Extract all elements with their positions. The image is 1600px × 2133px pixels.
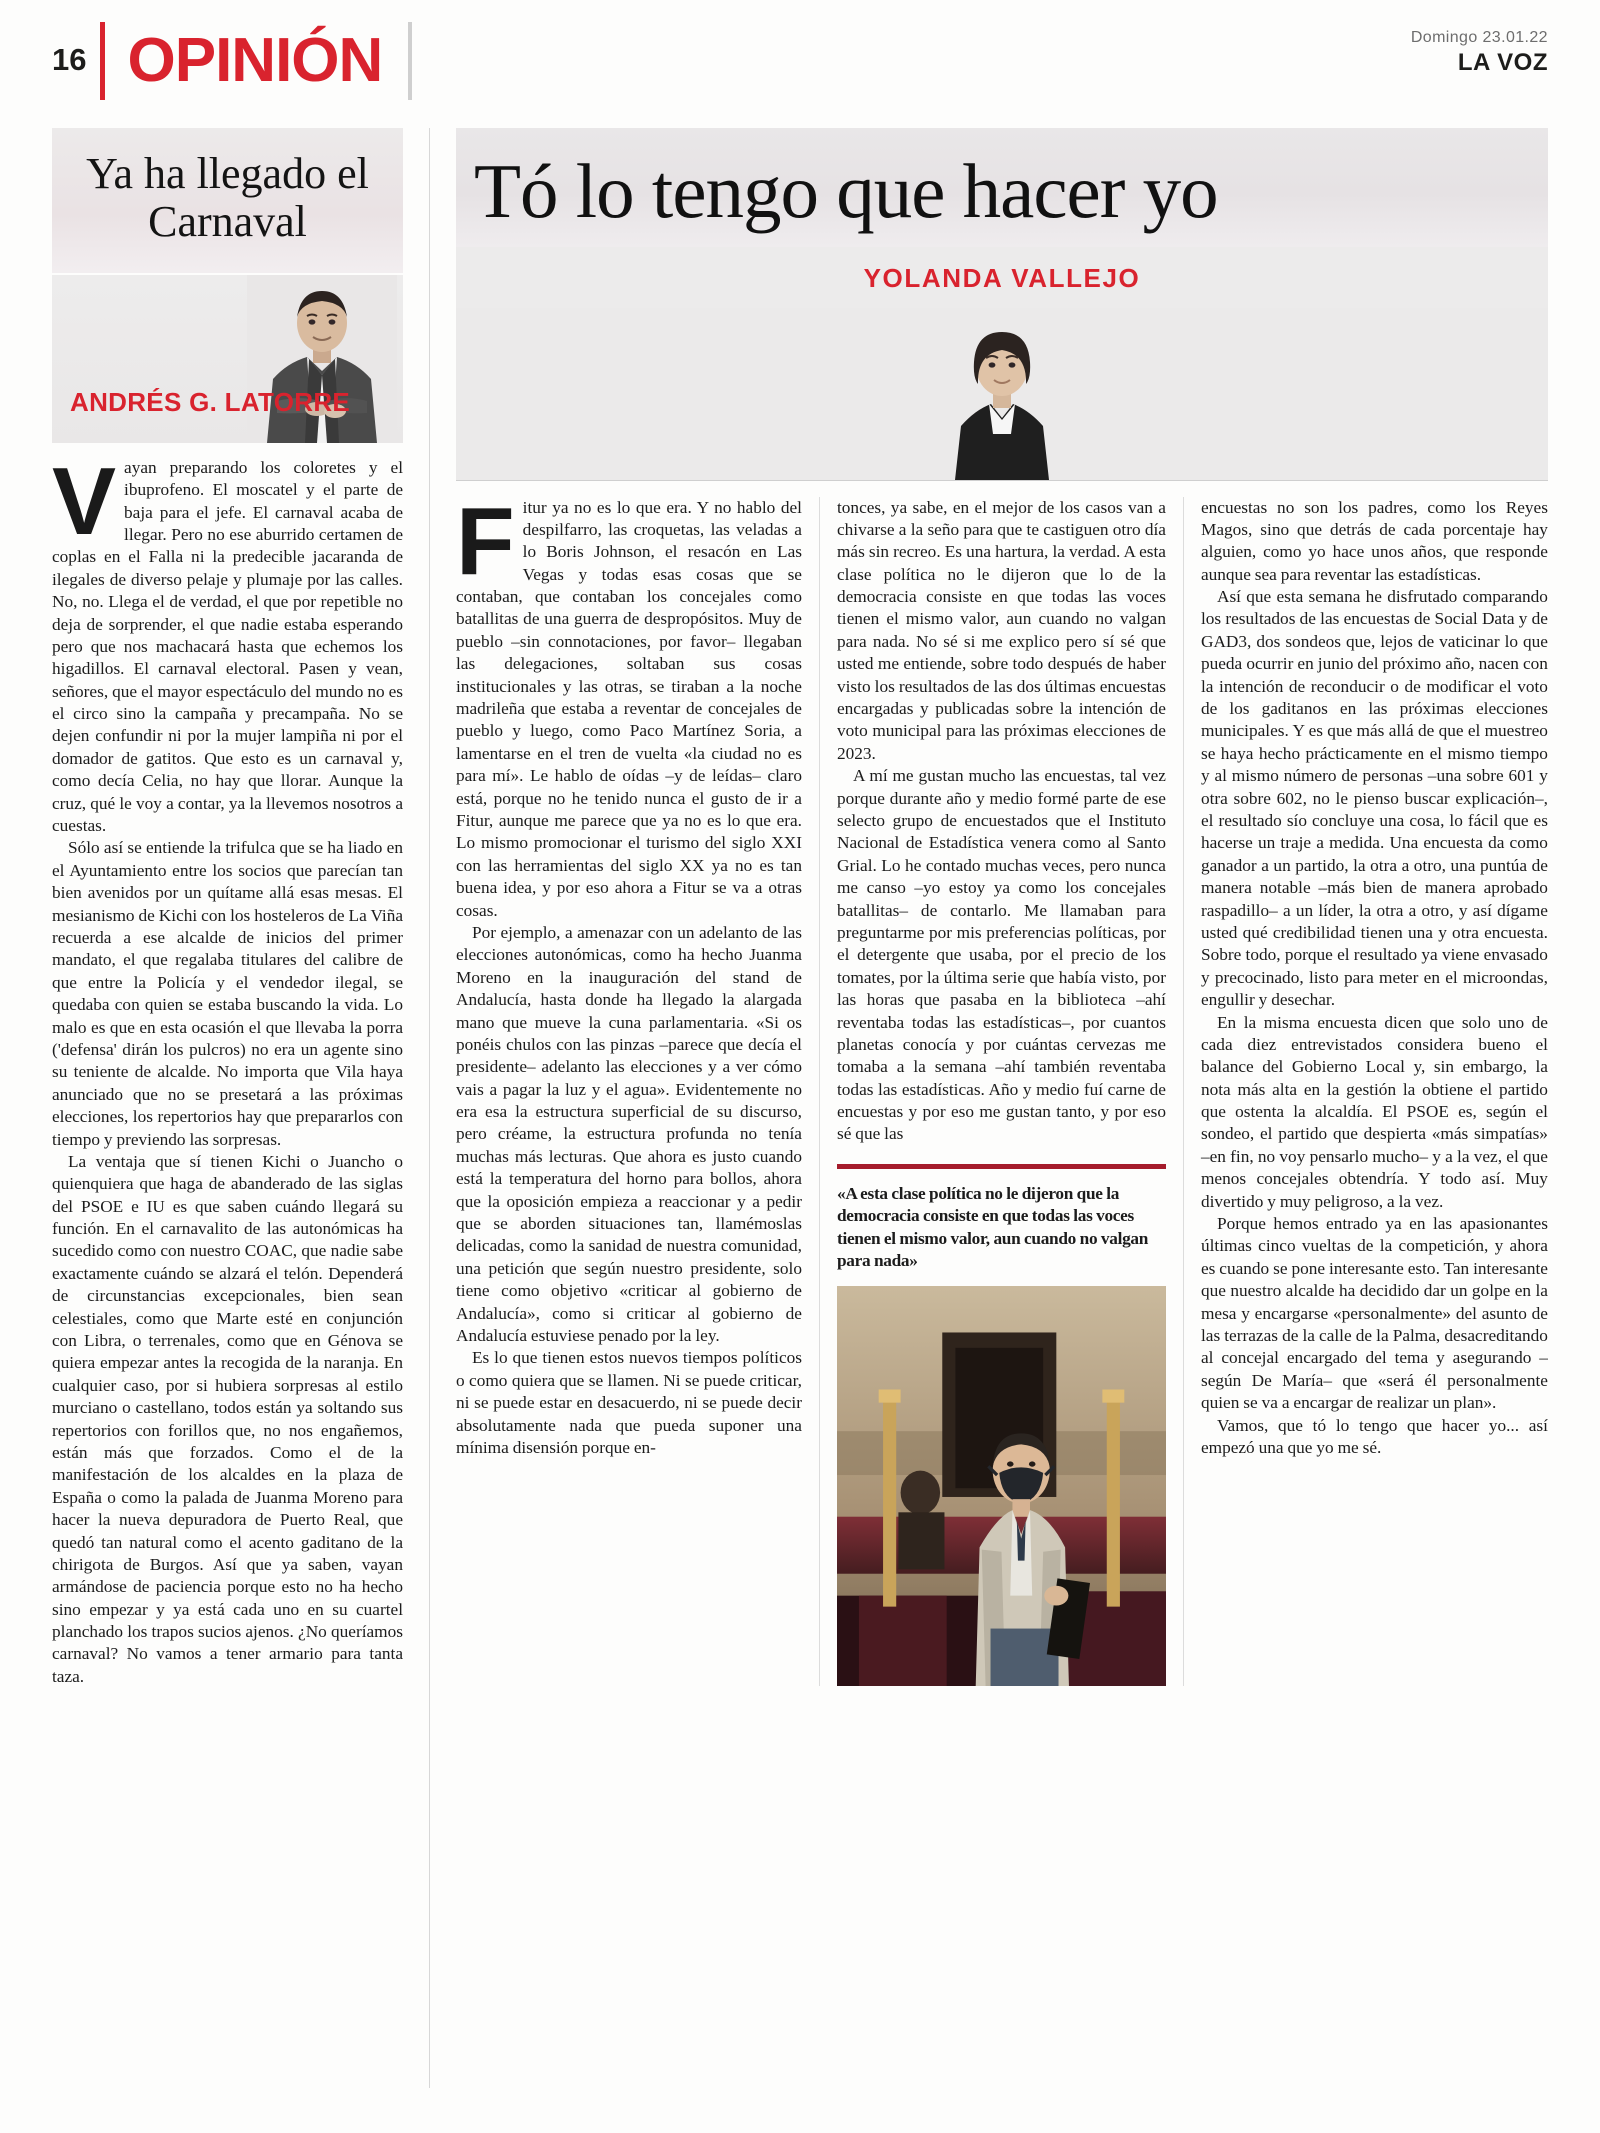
paragraph: Por ejemplo, a amenazar con un adelanto de las elecciones autonómicas, como ha hecho Juanma Moreno en la inauguración del stand de Andalucía, hasta donde ha llegado la alargada mano que mueve la cuna parlamentaria. «Si os ponéis chulos con las pinzas –parece que decía el presidente– adelanto las elecciones y a ver cómo vais a pagar la luz y el agua». Evidentemente no era esa la estructura superficial de su discurso, pero créame, la estructura profunda no tenía muchas más lecturas. Que ahora es justo cuando está la temperatura del horno para bollos, ahora que la oposición empieza a reaccionar y a pedir que se aborden situaciones tan, llamémoslas delicadas, como la sanidad de nuestra comunidad, una petición que según nuestro presidente, solo tiene como objetivo «criticar al gobierno de Andalucía», como si criticar al gobierno de Andalucía estuviese penado por la ley. [456,922,802,1345]
main-author-photo [927,308,1077,480]
page-content [52,128,1548,2088]
article-photo [837,1286,1166,1686]
masthead [52,0,1548,100]
paragraph: En la misma encuesta dicen que solo uno de cada diez entrevistados considera bueno el balance del Gobierno Local y, sin embargo, la nota más alta en la gestión la obtiene el partido que ostenta la alcaldía. El PSOE es, según el sondeo, el partido que despierta «más simpatías» –en fin, no voy pensarlo mucho– y a la vez, el que menos concejales obtendría. Y todo así. Muy divertido y muy peligroso, a la vez. [1200,1012,1548,1211]
pull-quote-text: «A esta clase política no le dijeron que la democracia consiste en que todas las voces tienen el mismo valor, aun cuando no valgan para nada» [836,1183,1149,1271]
paragraph: Así que esta semana he disfrutado comparando los resultados de las encuestas de Social Data y de GAD3, dos sondeos que, lejos de vaticinar lo que pueda ocurrir en junio del próximo año, nacen con la intención de reconducir o de modificar el voto de los gaditanos en las próximas elecciones municipales. Y es que más allá de que el muestreo se haya hecho prácticamente en el mismo tiempo y al mismo número de personas –una sobre 601 y otra sobre 602, no le pienso buscar explicación–, el resultado sío concluye una cosa, lo fácil que es hacerse un traje a medida. Una encuesta da como ganador a un partido, la otra a otro, una puntúa de manera notable –más bien de manera aprobado raspadillo– a un líder, la otra a otro, y así dígame usted qué credibilidad tienen una y otra encuesta. Sobre todo, porque el resultado ya viene envasado y precocinado, listo para meter en el microondas, engullir y desechar. [1200,587,1548,1010]
masthead-meta [1411,22,1548,78]
article-column-1 [456,487,820,1687]
secondary-author-block [52,275,403,443]
secondary-article [52,128,430,2088]
paragraph: Vayan preparando los coloretes y el ibuprofeno. El moscatel y el parte de baja para el jefe. El carnaval acaba de llegar. Pero no ese aburrido certamen de coplas en el Falla ni la predecible jacaranda de ilegales de diverso pelaje y plumaje por las calles. No, no. Llega el de verdad, el que por repetible no deja de sorprender, el que nadie estaba esperando pero que nos machacará hasta que echemos los higadillos. El carnaval electoral. Pasen y vean, señores, que el mayor espectáculo del mundo no es el circo sino la campaña y precampaña. No se dejen confundir ni por la mujer lampiña ni por el domador de gatitos. Que esto es un carnaval y, como decía Celia, no hay que llorar. Aunque la cruz, qué le voy a contar, ya la llevemos nosotros a cuestas. [52,447,403,836]
paragraph: Es lo que tienen estos nuevos tiempos políticos o como quiera que se llamen. Ni se puede criticar, ni se puede estar en desacuerdo, ni se puede decir absolutamente nada que pueda suponer una mínima disensión porque en- [456,1348,802,1457]
article-column-2 [820,497,1184,1687]
main-headline-band [456,128,1548,247]
secondary-author-name: ANDRÉS G. LATORRE [70,386,351,417]
main-author-name: YOLANDA VALLEJO [863,262,1141,293]
paragraph: A mí me gustan mucho las encuestas, tal vez porque durante año y medio formé parte de ese selecto grupo de encuestados que el Instituto Nacional de Estadística venera como al Santo Grial. Lo he contado muchas veces, pero nunca me canso –yo estoy ya como los concejales batallitas– de contarlo. Me llamaban para preguntarme por mis preferencias políticas, por el detergente que usaba, por el precio de los tomates, por la última serie que había visto, por las horas que pasaba en la biblioteca –ahí reventaba todas las estadísticas–, por cuantos planetas conocía y por cuántas cervezas me tomaba a la semana –ahí también reventaba todas las estadísticas. Año y medio fuí carne de encuestas y por eso me gustan tanto, y por eso sé que las [836,766,1166,1144]
paragraph: tonces, ya sabe, en el mejor de los casos van a chivarse a la seño para que te castiguen otro día más sin recreo. Es una hartura, la verdad. A esta clase política no le dijeron que lo de la democracia consiste en que todas las voces tienen el mismo valor, aun cuando no valgan para nada. No sé si me explico pero sí sé que usted me entiende, sobre todo después de haber visto los resultados de las dos últimas encuestas encargadas y publicadas sobre la intención de voto municipal para las próximas elecciones de 2023. [836,497,1166,763]
issue-date: Domingo 23.01.22 [1410,29,1548,46]
main-headline: Tó lo tengo que hacer yo [474,148,1218,234]
section-title: OPINIÓN [127,26,383,95]
paragraph: Fitur ya no es lo que era. Y no hablo del despilfarro, las croquetas, las veladas a lo Boris Johnson, el resacón en Las Vegas y todas esas cosas que se contaban, que contaban los concejales como batallitas de una guerra de despropósitos. Muy de pueblo –sin connotaciones, por favor– llegaban las delegaciones, soltaban sus cosas institucionales y las otras, se tiraban a la noche madrileña que estaba a reventar de concejales de pueblo y luego, como Paco Martínez Soria, a lamentarse en el tren de vuelta «la ciudad no es para mí». Le hablo de oídas –y de leídas– claro está, porque no he tenido nunca el gusto de ir a Fitur, aunque me parece que ya no es lo que era. Lo mismo promocionar el turismo del siglo XXI con las herramientas del siglo XX ya no es tan buena idea, y por eso ahora a Fitur se va a otras cosas. [456,487,802,920]
paragraph: encuestas no son los padres, como los Reyes Magos, sino que detrás de cada porcentaje hay alguien, como yo hace unos años, que responde aunque sea para reventar las estadísticas. [1200,497,1548,584]
secondary-headline: Ya ha llegado el Carnaval [86,149,369,247]
pull-quote [837,1164,1166,1273]
main-article [430,128,1548,2088]
main-author-photo-band [456,308,1548,481]
paragraph: La ventaja que sí tienen Kichi o Juancho o quienquiera que haga de abanderado de las siglas del PSOE e IU es que saben cuándo llegará su función. En el carnavalito de las autonómicas ha sucedido como con nuestro COAC, que nadie sabe exactamente cuándo se alzará el telón. Dependerá de circunstancias excepcionales, bien sean celestiales, como que Marte esté en conjunción con Libra, o terrenales, como que en Génova se quiera empezar antes la recogida de la naranja. En cualquier caso, por si hubiera sorpresas al estilo murciano o castellano, todos están ya soltando sus repertorios con forillos que, no nos engañemos, están más que forzados. Como el de la manifestación de los alcaldes en la plaza de España o como la palada de Juanma Moreno para hacer la nueva depuradora de Puerto Real, que quedó tan natural como el acento gaditano de la chirigota de Burgos. Así que ya saben, vayan armándose de paciencia porque esto no ha hecho sino empezar y ya está cada uno en su cuartel planchado los trapos sucios ajenos. ¿No queríamos carnaval? No vamos a tener armario para tanta taza. [52,1151,403,1686]
paragraph: Vamos, que tó lo tengo que hacer yo... así empezó una que yo me sé. [1200,1415,1548,1457]
section-header [100,22,412,100]
secondary-headline-band [52,128,403,273]
paragraph: Porque hemos entrado ya en las apasionantes últimas cinco vueltas de la competición, y ahora es cuando se pone interesante esto. Tan interesante que nuestro alcalde ha decidido dar un golpe en la mesa y encargarse «personalmente» del asunto de las terrazas de la calle de la Palma, desacreditando al concejal encargado del tema y asegurando – según De María– que «será él personalmente quien se va a encargar de realizar un plan». [1200,1214,1548,1413]
secondary-article-body [52,447,403,1688]
paragraph: Sólo así se entiende la trifulca que se ha liado en el Ayuntamiento entre los socios que parecían tan bien avenidos por un quítame allá esas mesas. El mesianismo de Kichi con los hosteleros de La Viña recuerda a ese alcalde de inicios del primer mandato, el que regalaba titulares del calibre de que entre la Policía y el vendedor ilegal, se quedaba con quien se estaba buscando la vida. Lo malo es que en esta ocasión el que llevaba la porra ('defensa' dirán los pulcros) no era un agente sino su teniente de alcalde. No importa que Vila haya anunciado que no se presetará a las próximas elecciones, los repertorios hay que prepararlos con tiempo y previendo las sorpresas. [52,838,403,1149]
secondary-author-photo [247,275,397,443]
pull-quote-rule [837,1164,1166,1169]
main-author-band [456,247,1548,308]
main-article-columns [456,487,1548,1687]
page-number: 16 [52,42,87,77]
newspaper-brand: LA VOZ [1457,49,1548,77]
article-column-3 [1184,497,1548,1687]
